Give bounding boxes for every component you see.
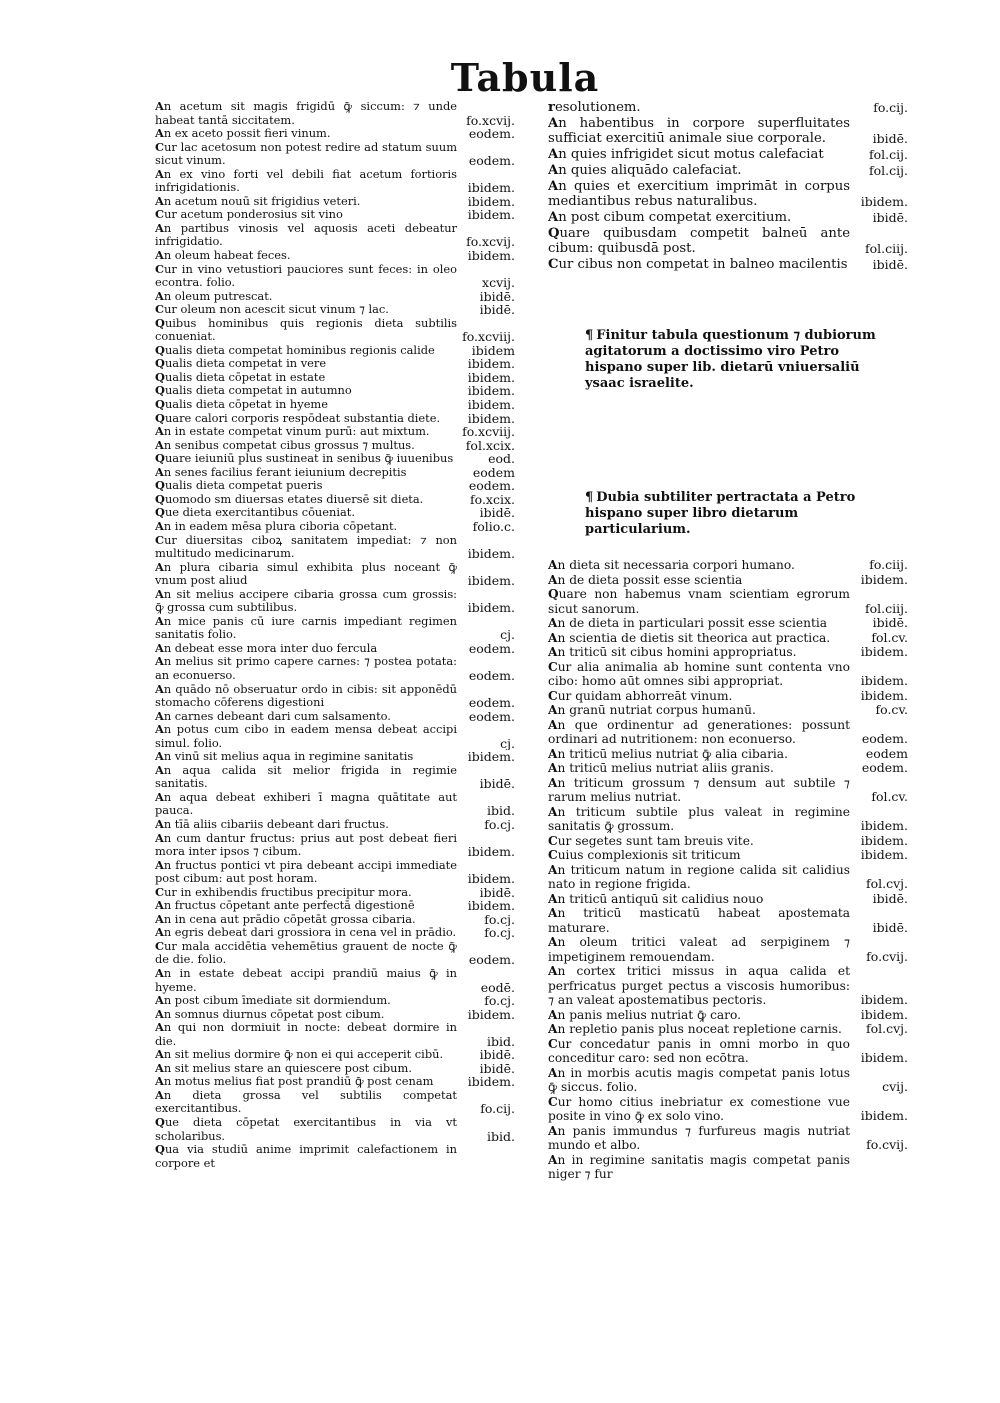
- folio-reference: ibid.: [483, 1035, 515, 1049]
- page-title: Tabula: [450, 55, 600, 100]
- index-entry: [548, 1153, 908, 1182]
- index-entry: [548, 747, 908, 762]
- index-entry: [155, 384, 515, 398]
- index-entry: [548, 1095, 908, 1124]
- index-entry: [155, 818, 515, 832]
- index-entry: [155, 926, 515, 940]
- folio-reference: ibidem.: [464, 872, 515, 886]
- entry-text: An tīā aliis cibariis debeant dari fructus.: [155, 817, 389, 831]
- entry-text: An quies et exercitium imprimāt in corpus mediantibus rebus naturalibus.: [548, 178, 850, 210]
- folio-reference: ibidem.: [464, 1008, 515, 1022]
- index-entry: [155, 466, 515, 480]
- entry-text: An de dieta possit esse scientia: [548, 572, 743, 587]
- folio-reference: fo.cj.: [480, 913, 515, 927]
- index-entry: [155, 141, 515, 168]
- folio-reference: ibidem.: [857, 194, 908, 210]
- entry-text: An somnus diurnus cōpetat post cibum.: [155, 1007, 385, 1021]
- folio-reference: ibidem.: [857, 1008, 908, 1023]
- entry-text: Quare ieiuniū plus sustineat in senibus ꝙ̄ iuuenibus: [155, 452, 454, 466]
- index-entry: [155, 357, 515, 371]
- entry-text: An habentibus in corpore superfluitates sufficiat exercitiū animale siue corporale.: [548, 115, 850, 147]
- entry-text: An dieta grossa vel subtilis competat exercitantibus.: [155, 1088, 457, 1116]
- index-entry: [155, 506, 515, 520]
- folio-reference: fol.cv.: [867, 631, 908, 646]
- index-entry: [155, 859, 515, 886]
- index-entry: [155, 493, 515, 507]
- index-entry: [155, 832, 515, 859]
- folio-reference: ibidem.: [857, 674, 908, 689]
- entry-text: An oleum tritici valeat ad serpiginem ⁊ impetiginem remouendam.: [548, 935, 850, 964]
- page-header: [0, 55, 1000, 100]
- folio-reference: ibidem.: [464, 384, 515, 398]
- folio-reference: fol.cv.: [867, 790, 908, 805]
- folio-reference: fo.cj.: [480, 994, 515, 1008]
- index-entry: [548, 573, 908, 588]
- folio-reference: ibidem.: [857, 834, 908, 849]
- folio-reference: fo.cj.: [480, 926, 515, 940]
- index-entry: [548, 1037, 908, 1066]
- index-entry: [155, 994, 515, 1008]
- entry-text: An debeat esse mora inter duo fercula: [155, 641, 378, 655]
- entry-text: Cur concedatur panis in omni morbo in quo conceditur caro: sed non ecōtra.: [548, 1036, 850, 1065]
- entry-text: An que ordinentur ad generationes: possunt ordinari ad nutritionem: non econuerso.: [548, 717, 850, 746]
- folio-reference: ibidem.: [464, 249, 515, 263]
- entry-text: An repletio panis plus noceat repletione carnis.: [548, 1022, 842, 1036]
- entry-text: Que dieta cōpetat exercitantibus in via vt scholaribus.: [155, 1116, 457, 1143]
- folio-reference: fol.ciij.: [861, 241, 908, 257]
- index-entry: [155, 303, 515, 317]
- index-entry: [155, 723, 515, 750]
- folio-reference: eodem.: [465, 696, 515, 710]
- folio-reference: ibidē.: [476, 303, 515, 317]
- index-entry: [155, 886, 515, 900]
- entry-text: An triticum subtile plus valeat in regimine sanitatis ꝙ̄ grossum.: [548, 804, 850, 833]
- folio-reference: eodem.: [465, 710, 515, 724]
- entry-text: An aqua debeat exhiberi ī magna quātitate aut pauca.: [155, 790, 457, 818]
- folio-reference: eodem.: [465, 154, 515, 168]
- folio-reference: fo.xcvij.: [462, 235, 515, 249]
- index-entry: [155, 967, 515, 994]
- index-entry: [548, 226, 908, 257]
- folio-reference: ibidē.: [869, 210, 908, 226]
- entry-text: An de dieta in particulari possit esse scientia: [548, 616, 828, 630]
- folio-reference: eodem.: [465, 642, 515, 656]
- folio-reference: ibidem.: [857, 1051, 908, 1066]
- folio-reference: eod.: [484, 452, 515, 466]
- left-column: [155, 100, 515, 1170]
- index-entry: [548, 761, 908, 776]
- folio-reference: ibidem.: [857, 573, 908, 588]
- folio-reference: fo.cj.: [480, 818, 515, 832]
- entry-text: An panis melius nutriat ꝙ̄ caro.: [548, 1007, 741, 1022]
- entry-text: Cur alia animalia ab homine sunt contenta vno cibo: homo aūt omnes sibi appropriat.: [548, 659, 850, 688]
- entry-text: An sit melius accipere cibaria grossa cum grossis: ꝙ̄ grossa cum subtilibus.: [155, 587, 457, 615]
- index-entry: [155, 195, 515, 209]
- entry-text: An scientia de dietis sit theorica aut practica.: [548, 630, 831, 645]
- entry-text: An sit melius stare an quiescere post cibum.: [155, 1061, 412, 1075]
- index-entry: [155, 940, 515, 967]
- entry-text: An in regimine sanitatis magis competat panis niger ⁊ fur: [548, 1152, 850, 1181]
- folio-reference: fol.cij.: [865, 163, 908, 179]
- section-heading: [585, 490, 885, 538]
- index-entry: [548, 1022, 908, 1037]
- paragraph-mark-icon: ¶: [585, 328, 594, 343]
- closing-note: [585, 328, 885, 392]
- folio-reference: ibidem.: [464, 547, 515, 561]
- folio-reference: eodem.: [465, 479, 515, 493]
- index-entry: [548, 660, 908, 689]
- folio-reference: ibidē.: [869, 257, 908, 273]
- entry-text: An dieta sit necessaria corpori humano.: [548, 558, 795, 572]
- entry-text: An acetum sit magis frigidū ꝙ̄ siccum: ⁊ unde habeat tantā siccitatem.: [155, 100, 457, 127]
- index-entry: [155, 100, 515, 127]
- entry-text: Qualis dieta competat in autumno: [155, 384, 352, 398]
- right-column-bottom: [548, 558, 908, 1182]
- folio-reference: fo.xcviij.: [458, 330, 515, 344]
- index-entry: [155, 263, 515, 290]
- index-entry: [548, 776, 908, 805]
- entry-text: An post cibum īmediate sit dormiendum.: [155, 994, 391, 1008]
- index-entry: [155, 588, 515, 615]
- folio-reference: ibidem.: [857, 1109, 908, 1124]
- folio-reference: fo.cij.: [869, 100, 908, 116]
- folio-reference: fol.xcix.: [462, 439, 515, 453]
- entry-text: An triticū sit cibus homini appropriatus.: [548, 645, 797, 659]
- index-entry: [155, 791, 515, 818]
- entry-text: Cur acetum ponderosius sit vino: [155, 208, 343, 222]
- folio-reference: ibidem.: [464, 845, 515, 859]
- index-entry: [548, 631, 908, 646]
- entry-text: An post cibum competat exercitium.: [548, 209, 792, 225]
- index-entry: [155, 398, 515, 412]
- folio-reference: ibidem.: [857, 645, 908, 660]
- paragraph-mark-icon: ¶: [585, 490, 594, 505]
- entry-text: An vinū sit melius aqua in regimine sanitatis: [155, 750, 414, 764]
- index-entry: [155, 425, 515, 439]
- folio-reference: folio.c.: [469, 520, 515, 534]
- entry-text: Quare quibusdam competit balneū ante cibum: quibusdā post.: [548, 225, 850, 257]
- folio-reference: ibidem.: [464, 357, 515, 371]
- folio-reference: ibidem.: [464, 398, 515, 412]
- entry-text: An acetum nouū sit frigidius veteri.: [155, 194, 361, 208]
- section-heading-text: Dubia subtiliter pertractata a Petro hispano super libro dietarum particularium.: [585, 490, 856, 537]
- folio-reference: eodem: [469, 466, 515, 480]
- closing-note-text: Finitur tabula questionum ⁊ dubiorum agitatorum a doctissimo viro Petro hispano super lib. dietarū vniuersaliū ysaac israelite.: [585, 328, 876, 391]
- index-entry: [155, 1021, 515, 1048]
- folio-reference: eodem.: [465, 127, 515, 141]
- entry-text: An qui non dormiuit in nocte: debeat dormire in die.: [155, 1021, 457, 1048]
- index-entry: [155, 561, 515, 588]
- index-entry: [155, 1048, 515, 1062]
- entry-text: An mice panis cū iure carnis impediant regimen sanitatis folio.: [155, 614, 457, 642]
- index-entry: [155, 208, 515, 222]
- entry-text: Quomodo sm diuersas etates diuersē sit dieta.: [155, 492, 424, 506]
- folio-reference: fol.ciij.: [861, 602, 908, 617]
- entry-text: Cur oleum non acescit sicut vinum ⁊ lac.: [155, 303, 389, 317]
- entry-text: An aqua calida sit melior frigida in regimie sanitatis.: [155, 763, 457, 791]
- index-entry: [155, 1116, 515, 1143]
- index-entry: [155, 683, 515, 710]
- index-entry: [548, 100, 908, 116]
- index-entry: [155, 1143, 515, 1170]
- folio-reference: ibidē.: [476, 1062, 515, 1076]
- index-entry: [548, 689, 908, 704]
- index-entry: [548, 892, 908, 907]
- index-entry: [548, 848, 908, 863]
- folio-reference: cj.: [496, 737, 515, 751]
- index-entry: [548, 587, 908, 616]
- entry-text: An in cena aut prādio cōpetāt grossa cibaria.: [155, 912, 416, 926]
- index-entry: [548, 964, 908, 1008]
- index-entry: [548, 210, 908, 226]
- folio-reference: ibidē.: [869, 616, 908, 631]
- entry-text: An melius sit primo capere carnes: ⁊ postea potata: an econuerso.: [155, 655, 457, 682]
- index-entry: [155, 479, 515, 493]
- index-entry: [155, 439, 515, 453]
- folio-reference: fo.cv.: [872, 703, 908, 718]
- index-entry: [155, 249, 515, 263]
- entry-text: An fructus pontici vt pira debeant accipi immediate post cibum: aut post horam.: [155, 858, 457, 886]
- entry-text: An ex aceto possit fieri vinum.: [155, 127, 331, 141]
- entry-text: Cur diuersitas ciboꝝ sanitatem impediat: ⁊ non multitudo medicinarum.: [155, 533, 457, 561]
- entry-text: Qualis dieta competat pueris: [155, 479, 323, 493]
- index-entry: [548, 257, 908, 273]
- index-entry: [155, 412, 515, 426]
- entry-text: Cur cibus non competat in balneo macilentis: [548, 257, 848, 273]
- entry-text: An plura cibaria simul exhibita plus noceant ꝙ̄ vnum post aliud: [155, 560, 457, 588]
- entry-text: An cum dantur fructus: prius aut post debeat fieri mora inter ipsos ⁊ cibum.: [155, 831, 457, 859]
- index-entry: [548, 1008, 908, 1023]
- entry-text: An fructus cōpetant ante perfectā digestionē: [155, 899, 415, 913]
- folio-reference: ibidem.: [464, 899, 515, 913]
- folio-reference: fol.cvj.: [862, 1022, 908, 1037]
- index-entry: [155, 764, 515, 791]
- folio-reference: ibidem.: [464, 1075, 515, 1089]
- folio-reference: eodem.: [465, 669, 515, 683]
- index-entry: [155, 317, 515, 344]
- folio-reference: ibidē.: [476, 1048, 515, 1062]
- entry-text: An in estate competat vinum purū: aut mixtum.: [155, 425, 430, 439]
- entry-text: Que dieta exercitantibus cōueniat.: [155, 506, 355, 520]
- index-entry: [155, 899, 515, 913]
- index-entry: [155, 344, 515, 358]
- entry-text: Qualis dieta competat in vere: [155, 357, 327, 371]
- folio-reference: xcvij.: [478, 276, 515, 290]
- index-entry: [155, 655, 515, 682]
- index-entry: [548, 179, 908, 210]
- index-entry: [155, 1062, 515, 1076]
- folio-reference: ibidem.: [857, 848, 908, 863]
- folio-reference: eodem.: [465, 953, 515, 967]
- folio-reference: ibidem.: [464, 412, 515, 426]
- entry-text: An oleum putrescat.: [155, 289, 273, 303]
- folio-reference: ibidē.: [869, 892, 908, 907]
- entry-text: Cur quidam abhorreāt vinum.: [548, 688, 733, 703]
- index-entry: [155, 222, 515, 249]
- entry-text: Qua via studiū anime imprimit calefactionem in corpore et: [155, 1143, 457, 1170]
- entry-text: An senes facilius ferant ieiunium decrepitis: [155, 465, 407, 479]
- entry-text: An quies infrigidet sicut motus calefaciat: [548, 147, 824, 163]
- folio-reference: fo.cij.: [476, 1102, 515, 1116]
- entry-text: An carnes debeant dari cum salsamento.: [155, 709, 391, 723]
- folio-reference: ibidem.: [464, 574, 515, 588]
- index-entry: [155, 371, 515, 385]
- index-entry: [548, 805, 908, 834]
- index-entry: [155, 520, 515, 534]
- folio-reference: eodem.: [858, 732, 908, 747]
- index-entry: [155, 534, 515, 561]
- entry-text: Qualis dieta competat hominibus regionis calide: [155, 343, 435, 357]
- index-entry: [155, 290, 515, 304]
- entry-text: Cuius complexionis sit triticum: [548, 848, 741, 862]
- index-entry: [548, 863, 908, 892]
- folio-reference: cj.: [496, 628, 515, 642]
- entry-text: Quare calori corporis respōdeat substantia diete.: [155, 411, 441, 425]
- entry-text: An triticum grossum ⁊ densum aut subtile ⁊ rarum melius nutriat.: [548, 775, 850, 804]
- right-column-top: [548, 100, 908, 273]
- index-entry: [548, 645, 908, 660]
- index-entry: [155, 127, 515, 141]
- entry-text: An in eadem mēsa plura ciboria cōpetant.: [155, 519, 398, 533]
- index-entry: [155, 1008, 515, 1022]
- entry-text: Quare non habemus vnam scientiam egrorum sicut sanorum.: [548, 587, 850, 616]
- index-entry: [548, 718, 908, 747]
- index-entry: [155, 168, 515, 195]
- entry-text: An in morbis acutis magis competat panis lotus ꝙ̄ siccus. folio.: [548, 1065, 850, 1094]
- folio-reference: eodem.: [858, 761, 908, 776]
- folio-reference: fo.xcix.: [466, 493, 515, 507]
- index-entry: [155, 642, 515, 656]
- folio-reference: fol.cij.: [865, 147, 908, 163]
- folio-reference: fo.ciij.: [865, 558, 908, 573]
- entry-text: Cur mala accidētia vehemētius grauent de nocte ꝙ̄ de die. folio.: [155, 939, 457, 967]
- folio-reference: ibidem.: [464, 208, 515, 222]
- entry-text: An quies aliquādo calefaciat.: [548, 162, 742, 178]
- folio-reference: eodē.: [477, 981, 515, 995]
- entry-text: An in estate debeat accipi prandiū maius ꝙ̄ in hyeme.: [155, 967, 457, 994]
- folio-reference: ibidem.: [857, 993, 908, 1008]
- entry-text: An cortex tritici missus in aqua calida et perfricatus purget pectus a viscosis humoribus: ⁊ an valeat apostematibus pectoris.: [548, 964, 850, 1007]
- entry-text: An triticū melius nutriat aliis granis.: [548, 761, 774, 775]
- folio-reference: ibidem.: [464, 601, 515, 615]
- folio-reference: ibidem.: [464, 371, 515, 385]
- index-entry: [548, 1066, 908, 1095]
- folio-reference: fo.cvij.: [862, 1138, 908, 1153]
- folio-reference: ibidem.: [857, 819, 908, 834]
- index-entry: [548, 558, 908, 573]
- folio-reference: ibidem.: [857, 689, 908, 704]
- index-entry: [548, 616, 908, 631]
- folio-reference: fo.xcviij.: [458, 425, 515, 439]
- index-entry: [548, 163, 908, 179]
- folio-reference: ibidē.: [476, 290, 515, 304]
- entry-text: Cur in exhibendis fructibus precipitur mora.: [155, 885, 412, 899]
- entry-text: Quibus hominibus quis regionis dieta subtilis conueniat.: [155, 316, 457, 344]
- folio-reference: ibidē.: [869, 921, 908, 936]
- folio-reference: ibid.: [483, 804, 515, 818]
- index-entry: [548, 116, 908, 147]
- entry-text: An motus melius fiat post prandiū ꝙ̄ post cenam: [155, 1075, 434, 1089]
- entry-text: Cur homo citius inebriatur ex comestione vue posite in vino ꝙ̄ ex solo vino.: [548, 1094, 850, 1123]
- entry-text: Cur segetes sunt tam breuis vite.: [548, 833, 754, 848]
- folio-reference: fo.xcvij.: [462, 114, 515, 128]
- folio-reference: ibidem: [468, 344, 515, 358]
- entry-text: An panis immundus ⁊ furfureus magis nutriat mundo et albo.: [548, 1123, 850, 1152]
- entry-text: An triticum natum in regione calida sit calidius nato in regione frigida.: [548, 862, 850, 891]
- entry-text: resolutionem.: [548, 100, 641, 115]
- entry-text: An quādo nō obseruatur ordo in cibis: sit apponēdū stomacho cōferens digestioni: [155, 682, 457, 710]
- folio-reference: ibidem.: [464, 750, 515, 764]
- entry-text: An triticū antiquū sit calidius nouo: [548, 891, 764, 906]
- folio-reference: ibidē.: [869, 131, 908, 147]
- entry-text: An ex vino forti vel debili fiat acetum fortioris infrigidationis.: [155, 167, 457, 195]
- folio-reference: fo.cvij.: [862, 950, 908, 965]
- folio-reference: fol.cvj.: [862, 877, 908, 892]
- folio-reference: ibidē.: [476, 886, 515, 900]
- entry-text: Cur in vino vetustiori pauciores sunt feces: in oleo econtra. folio.: [155, 262, 457, 290]
- index-entry: [155, 1089, 515, 1116]
- entry-text: An sit melius dormire ꝙ̄ non ei qui acceperit cibū.: [155, 1048, 444, 1062]
- entry-text: Qualis dieta cōpetat in estate: [155, 370, 326, 384]
- entry-text: An potus cum cibo in eadem mensa debeat accipi simul. folio.: [155, 723, 457, 750]
- folio-reference: ibidem.: [464, 181, 515, 195]
- index-entry: [548, 906, 908, 935]
- index-entry: [548, 703, 908, 718]
- index-entry: [548, 1124, 908, 1153]
- entry-text: An oleum habeat feces.: [155, 249, 291, 263]
- folio-reference: ibid.: [483, 1130, 515, 1144]
- folio-reference: ibidem.: [464, 195, 515, 209]
- entry-text: Cur lac acetosum non potest redire ad statum suum sicut vinum.: [155, 140, 457, 168]
- entry-text: Qualis dieta cōpetat in hyeme: [155, 398, 328, 412]
- index-entry: [155, 615, 515, 642]
- index-entry: [155, 710, 515, 724]
- entry-text: An egris debeat dari grossiora in cena vel in prādio.: [155, 926, 457, 940]
- folio-reference: cvij.: [878, 1080, 908, 1095]
- folio-reference: eodem: [862, 747, 908, 762]
- index-entry: [155, 750, 515, 764]
- index-entry: [155, 913, 515, 927]
- entry-text: An triticū melius nutriat ꝙ̄ alia cibaria.: [548, 746, 788, 761]
- entry-text: An triticū masticatū habeat apostemata maturare.: [548, 906, 850, 935]
- entry-text: An partibus vinosis vel aquosis aceti debeatur infrigidatio.: [155, 221, 457, 249]
- index-entry: [548, 935, 908, 964]
- entry-text: An granū nutriat corpus humanū.: [548, 703, 756, 717]
- entry-text: An senibus competat cibus grossus ⁊ multus.: [155, 438, 415, 452]
- index-entry: [548, 834, 908, 849]
- index-entry: [548, 147, 908, 163]
- index-entry: [155, 452, 515, 466]
- index-entry: [155, 1075, 515, 1089]
- folio-reference: ibidē.: [476, 506, 515, 520]
- folio-reference: ibidē.: [476, 777, 515, 791]
